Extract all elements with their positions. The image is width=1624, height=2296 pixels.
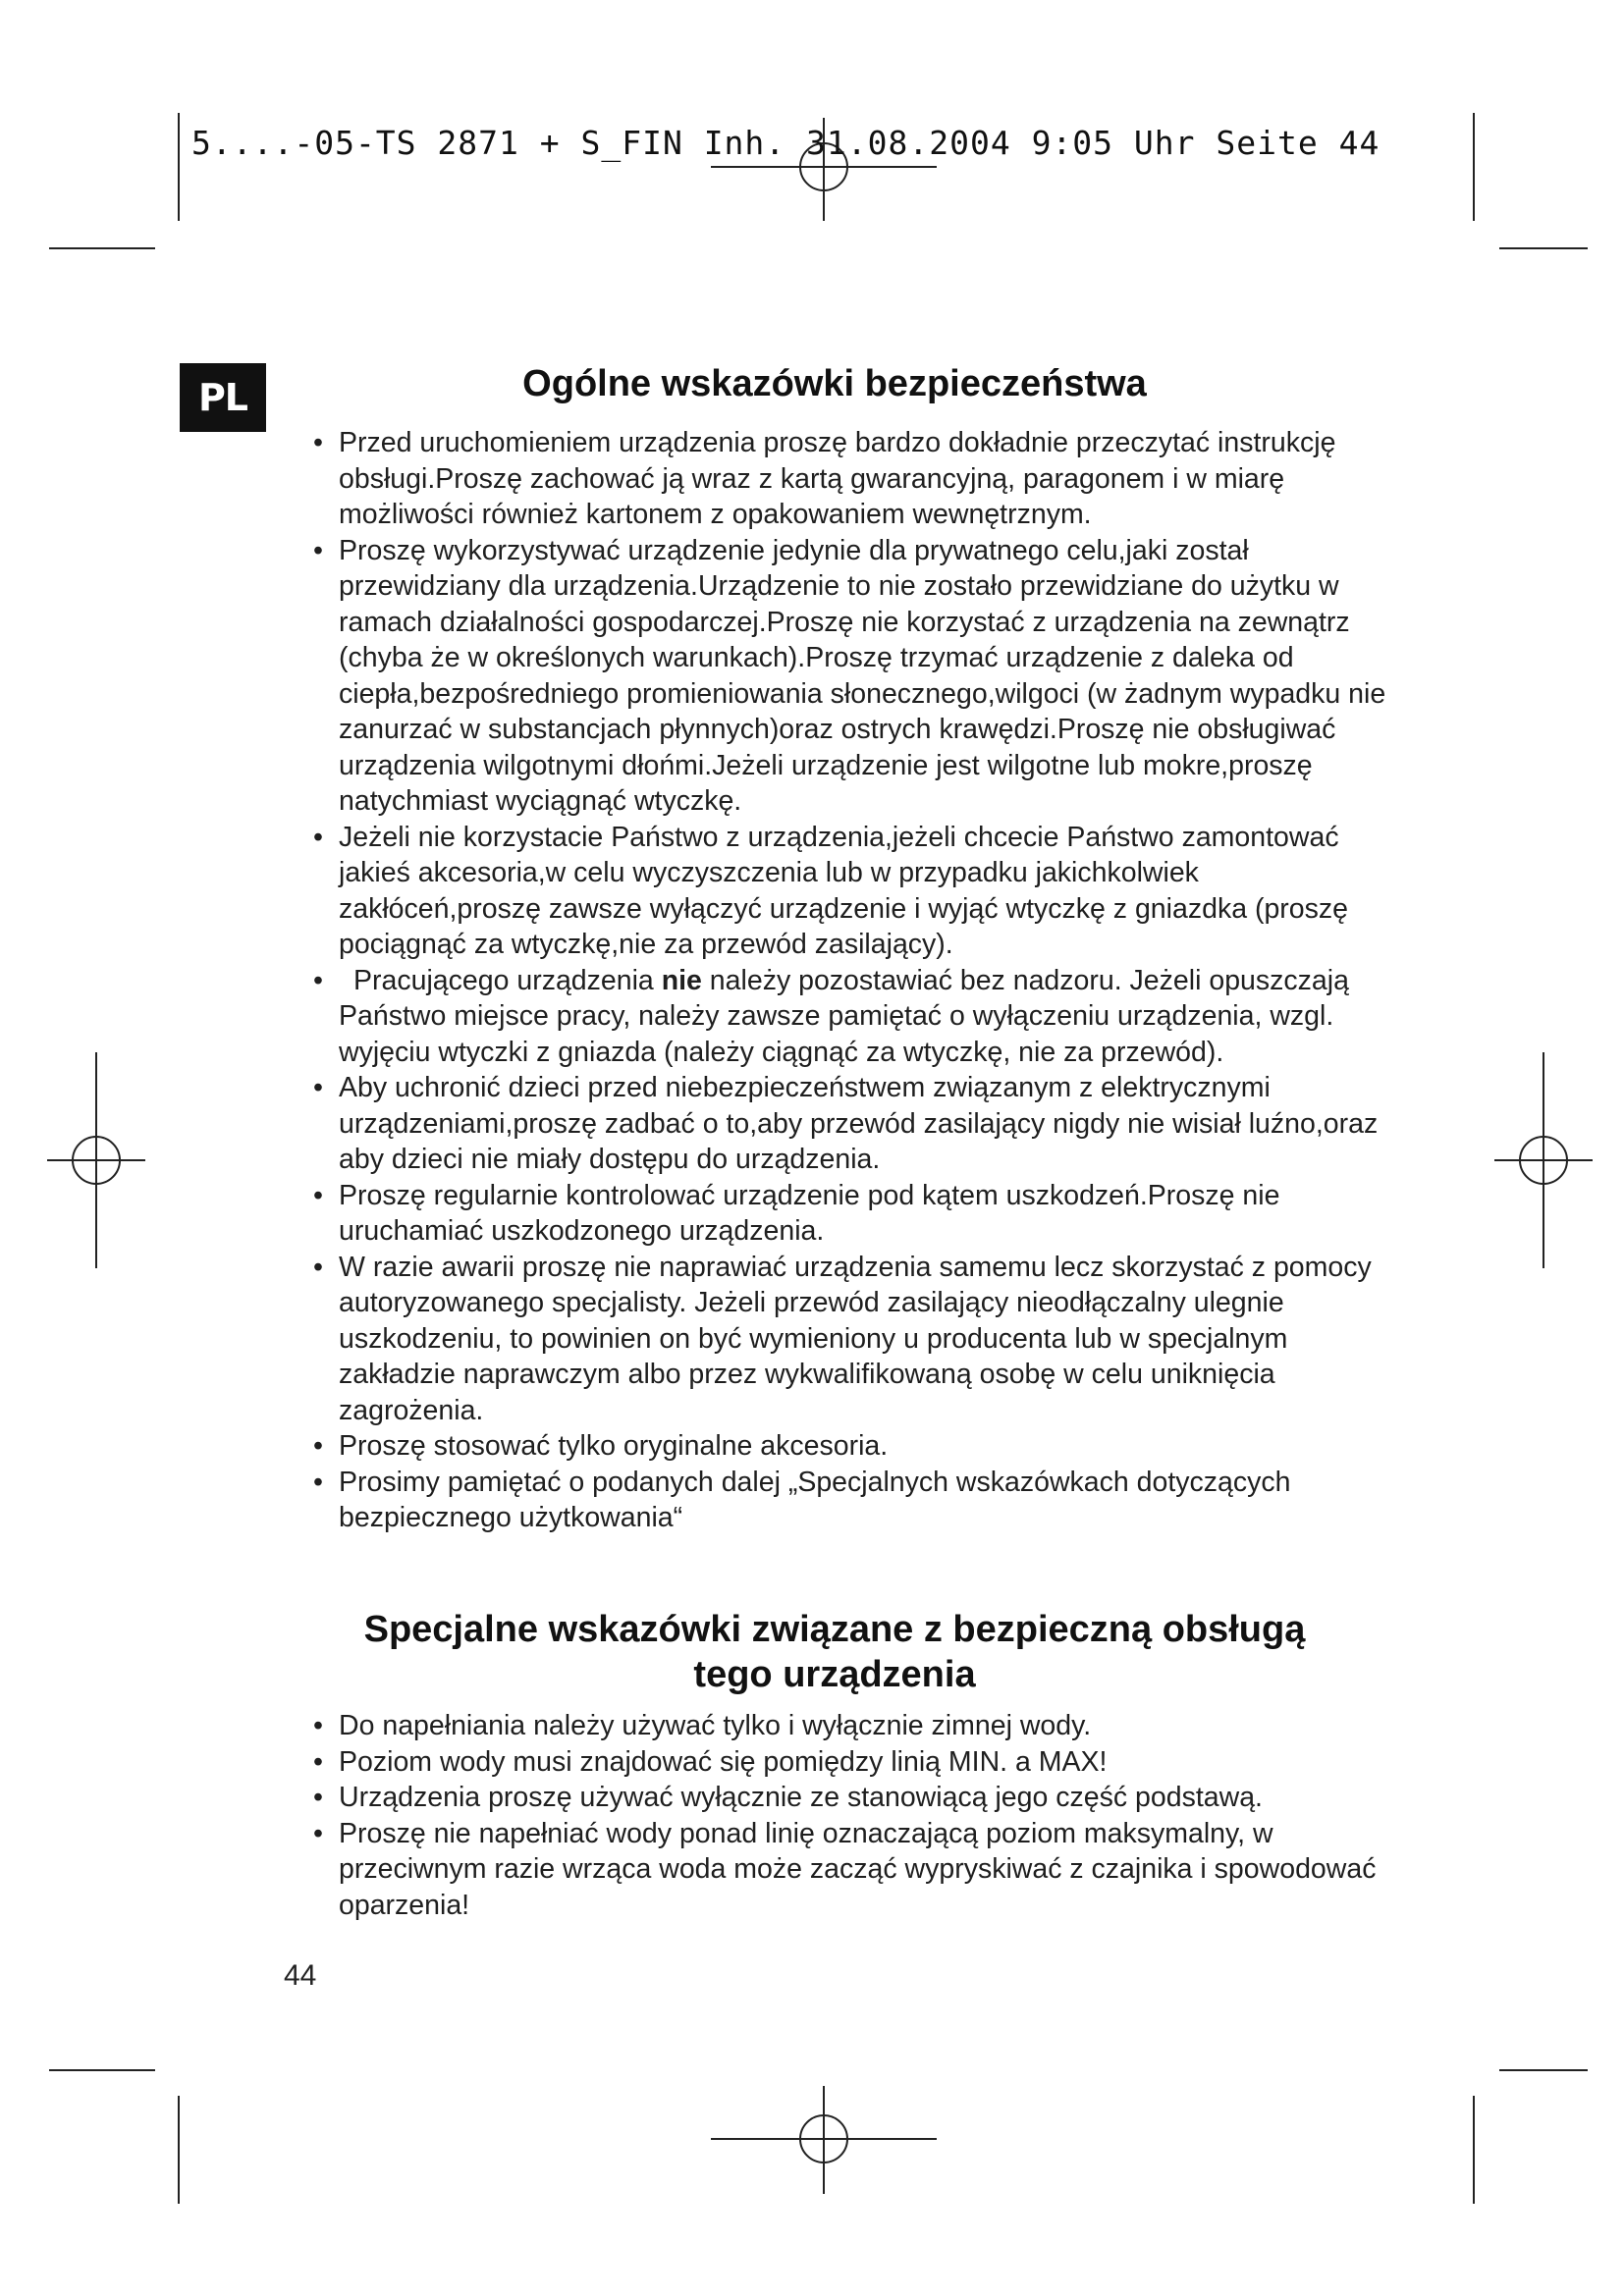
crop-mark-icon <box>1473 2096 1475 2204</box>
crop-mark-icon <box>178 113 180 221</box>
registration-mark-icon <box>47 1052 145 1268</box>
list-item: • W razie awarii proszę nie naprawiać urządzenia samemu lecz skorzystać z pomocy autoryzowanego specjalisty. Jeżeli przewód zasilający nieodłączalny ulegnie uszkodzeniu, to powinien on być wymieniony u producenta lub w specjalnym zakładzie naprawczym albo przez wykwalifikowaną osobę w celu uniknięcia zagrożenia. <box>291 1250 1388 1429</box>
list-item: • Proszę nie napełniać wody ponad linię oznaczającą poziom maksymalny, w przeciwnym razie wrząca woda może zacząć wypryskiwać z czajnika i spowodować oparzenia! <box>291 1816 1388 1924</box>
page-number: 44 <box>284 1959 317 1992</box>
crop-mark-icon <box>1499 2069 1588 2071</box>
crop-mark-icon <box>178 2096 180 2204</box>
list-item: • Urządzenia proszę używać wyłącznie ze stanowiącą jego część podstawą. <box>291 1780 1388 1816</box>
registration-mark-icon <box>711 2086 937 2194</box>
print-header: 5....-05-TS 2871 + S_FIN Inh. 31.08.2004 9:05 Uhr Seite 44 <box>191 124 1380 162</box>
list-item: • Prosimy pamiętać o podanych dalej „Specjalnych wskazówkach dotyczących bezpiecznego użytkowania“ <box>291 1465 1388 1536</box>
crop-mark-icon <box>49 2069 155 2071</box>
list-item: • Proszę wykorzystywać urządzenie jedynie dla prywatnego celu,jaki został przewidziany dla urządzenia.Urządzenie to nie zostało przewidziane do użytku w ramach działalności gospodarczej.Proszę nie korzystać z urządzenia na zewnątrz (chyba że w określonych warunkach).Proszę trzymać urządzenie z daleka od ciepła,bezpośredniego promieniowania słonecznego,wilgoci (w żadnym wypadku nie zanurzać w substancjach płynnych)oraz ostrych krawędzi.Proszę nie obsługiwać urządzenia wilgotnymi dłońmi.Jeżeli urządzenie jest wilgotne lub mokre,proszę natychmiast wyciągnąć wtyczkę. <box>291 533 1388 820</box>
section-title-line: Specjalne wskazówki związane z bezpieczną obsługą <box>363 1609 1306 1650</box>
section-title: Ogólne wskazówki bezpieczeństwa <box>522 363 1147 404</box>
list-item-text: należy pozostawiać bez nadzoru. Jeżeli opuszczają Państwo miejsce pracy, należy zawsze pamiętać o wyłączeniu urządzenia, wzgl. wyjęciu wtyczki z gniazda (należy ciągnąć za wtyczkę, nie za przewód). <box>339 964 1349 1068</box>
list-item <box>291 963 1388 1071</box>
list-item: • Do napełniania należy używać tylko i wyłącznie zimnej wody. <box>291 1708 1388 1744</box>
crop-mark-icon <box>1473 113 1475 221</box>
registration-mark-icon <box>1494 1052 1593 1268</box>
list-item-text: Pracującego urządzenia <box>353 964 662 996</box>
crop-mark-icon <box>49 247 155 249</box>
safety-list <box>291 425 1388 1536</box>
language-tab: PL <box>180 363 266 432</box>
section-title <box>0 1607 1624 1697</box>
crop-mark-icon <box>1499 247 1588 249</box>
list-item: • Aby uchronić dzieci przed niebezpieczeństwem związanym z elektrycznymi urządzeniami,proszę zadbać o to,aby przewód zasilający nigdy nie wisiał luźno,oraz aby dzieci nie miały dostępu do urządzenia. <box>291 1070 1388 1178</box>
emphasis-text: nie <box>661 964 702 996</box>
list-item: • Proszę regularnie kontrolować urządzenie pod kątem uszkodzeń.Proszę nie uruchamiać uszkodzonego urządzenia. <box>291 1178 1388 1250</box>
list-item: • Poziom wody musi znajdować się pomiędzy linią MIN. a MAX! <box>291 1744 1388 1781</box>
special-safety-list <box>291 1708 1388 1923</box>
list-item: • Przed uruchomieniem urządzenia proszę bardzo dokładnie przeczytać instrukcję obsługi.Proszę zachować ją wraz z kartą gwarancyjną, paragonem i w miarę możliwości również kartonem z opakowaniem wewnętrznym. <box>291 425 1388 533</box>
list-item: • Jeżeli nie korzystacie Państwo z urządzenia,jeżeli chcecie Państwo zamontować jakieś akcesoria,w celu wyczyszczenia lub w przypadku jakichkolwiek zakłóceń,proszę zawsze wyłączyć urządzenie i wyjąć wtyczkę z gniazdka (proszę pociągnąć za wtyczkę,nie za przewód zasilający). <box>291 820 1388 963</box>
list-item: • Proszę stosować tylko oryginalne akcesoria. <box>291 1428 1388 1465</box>
section-title-line: tego urządzenia <box>693 1654 976 1695</box>
